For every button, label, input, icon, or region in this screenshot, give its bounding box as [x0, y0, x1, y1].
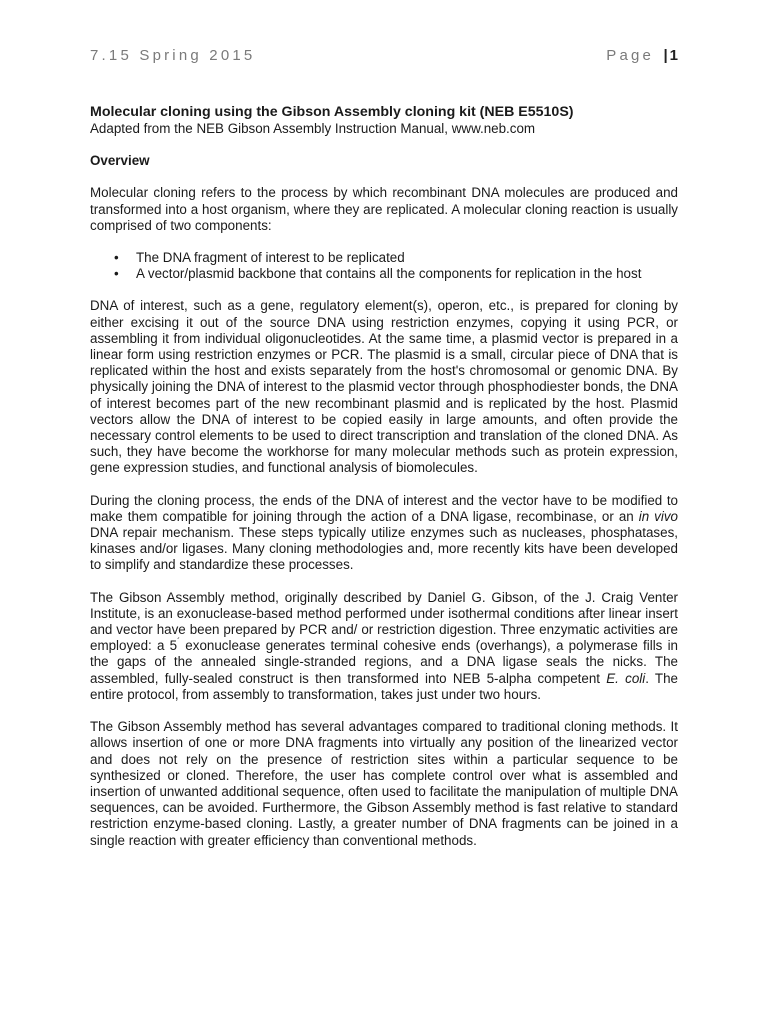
paragraph-4-text: The Gibson Assembly method, originally described by Daniel G. Gibson, of the J. Craig Venter Institute, is an exonuclease-based method performed under isothermal conditions after linear insert and vector have been prepared by PCR and/ or restriction digestion. Three enzymatic activities are employed: a 5: [90, 589, 678, 654]
page-label: Page: [606, 47, 655, 64]
page-indicator: [606, 47, 678, 64]
paragraph-3-italic: in vivo: [638, 508, 678, 524]
bullet-icon: •: [114, 266, 119, 282]
list-item: [114, 250, 678, 266]
page-separator: |: [663, 47, 668, 64]
page-header: [90, 47, 678, 64]
course-label: 7.15 Spring 2015: [90, 47, 256, 64]
list-item-text: A vector/plasmid backbone that contains all the components for replication in the host: [136, 266, 642, 282]
document-body: [90, 104, 678, 865]
paragraph-4-italic: E. coli: [606, 670, 646, 686]
page-number: 1: [669, 47, 678, 64]
document-title: Molecular cloning using the Gibson Assembly cloning kit (NEB E5510S): [90, 104, 574, 120]
overview-heading: Overview: [90, 153, 150, 169]
list-item: [114, 266, 678, 282]
paragraph-5: The Gibson Assembly method has several advantages compared to traditional cloning methods. It allows insertion of one or more DNA fragments into virtually any position of the linearized vector and does not rely on the presence of restriction sites within a particular sequence to be synthesized or cloned. Therefore, the user has complete control over what is assembled and insertion of unwanted additional sequence, often used to facilitate the manipulation of multiple DNA sequences, can be avoided. Furthermore, the Gibson Assembly method is fast relative to standard restriction enzyme-based cloning. Lastly, a greater number of DNA fragments can be joined in a single reaction with greater efficiency than conventional methods.: [90, 719, 678, 848]
bullet-icon: •: [114, 250, 119, 266]
paragraph-1: Molecular cloning refers to the process by which recombinant DNA molecules are produced and transformed into a host organism, where they are replicated. A molecular cloning reaction is usually comprised of two components:: [90, 185, 678, 233]
paragraph-2: DNA of interest, such as a gene, regulatory element(s), operon, etc., is prepared for cloning by either excising it out of the source DNA using restriction enzymes, copying it using PCR, or assembling it from individual oligonucleotides. At the same time, a plasmid vector is prepared in a linear form using restriction enzymes or PCR. The plasmid is a small, circular piece of DNA that is replicated within the host and exists separately from the host's chromosomal or genomic DNA. By physically joining the DNA of interest to the plasmid vector through phosphodiester bonds, the DNA of interest becomes part of the new recombinant plasmid and is replicated by the host. Plasmid vectors allow the DNA of interest to be copied easily in large amounts, and often provide the necessary control elements to be used to direct transcription and translation of the cloned DNA. As such, they have become the workhorse for many molecular methods such as protein expression, gene expression studies, and functional analysis of biomolecules.: [90, 298, 678, 476]
paragraph-3: [90, 493, 678, 574]
list-item-text: The DNA fragment of interest to be replicated: [136, 250, 405, 266]
component-list: [90, 250, 678, 282]
paragraph-4-text-end: . The entire protocol, from assembly to transformation, takes just under two hours.: [90, 670, 678, 702]
prime-mark: ´: [177, 636, 181, 647]
paragraph-3-text-end: DNA repair mechanism. These steps typically utilize enzymes such as nucleases, phosphatases, kinases and/or ligases. Many cloning methodologies and, more recently kits have been developed to simplify and standardize these processes.: [90, 525, 678, 573]
paragraph-4-text-middle: exonuclease generates terminal cohesive ends (overhangs), a polymerase fills in the gaps of the annealed single-stranded regions, and a DNA ligase seals the nicks. The assembled, fully-sealed construct is then transformed into NEB 5-alpha competent: [90, 638, 678, 686]
paragraph-3-text: During the cloning process, the ends of the DNA of interest and the vector have to be modified to make them compatible for joining through the action of a DNA ligase, recombinase, or an: [90, 492, 678, 524]
paragraph-4: [90, 590, 678, 703]
document-subtitle: Adapted from the NEB Gibson Assembly Instruction Manual, www.neb.com: [90, 121, 536, 136]
